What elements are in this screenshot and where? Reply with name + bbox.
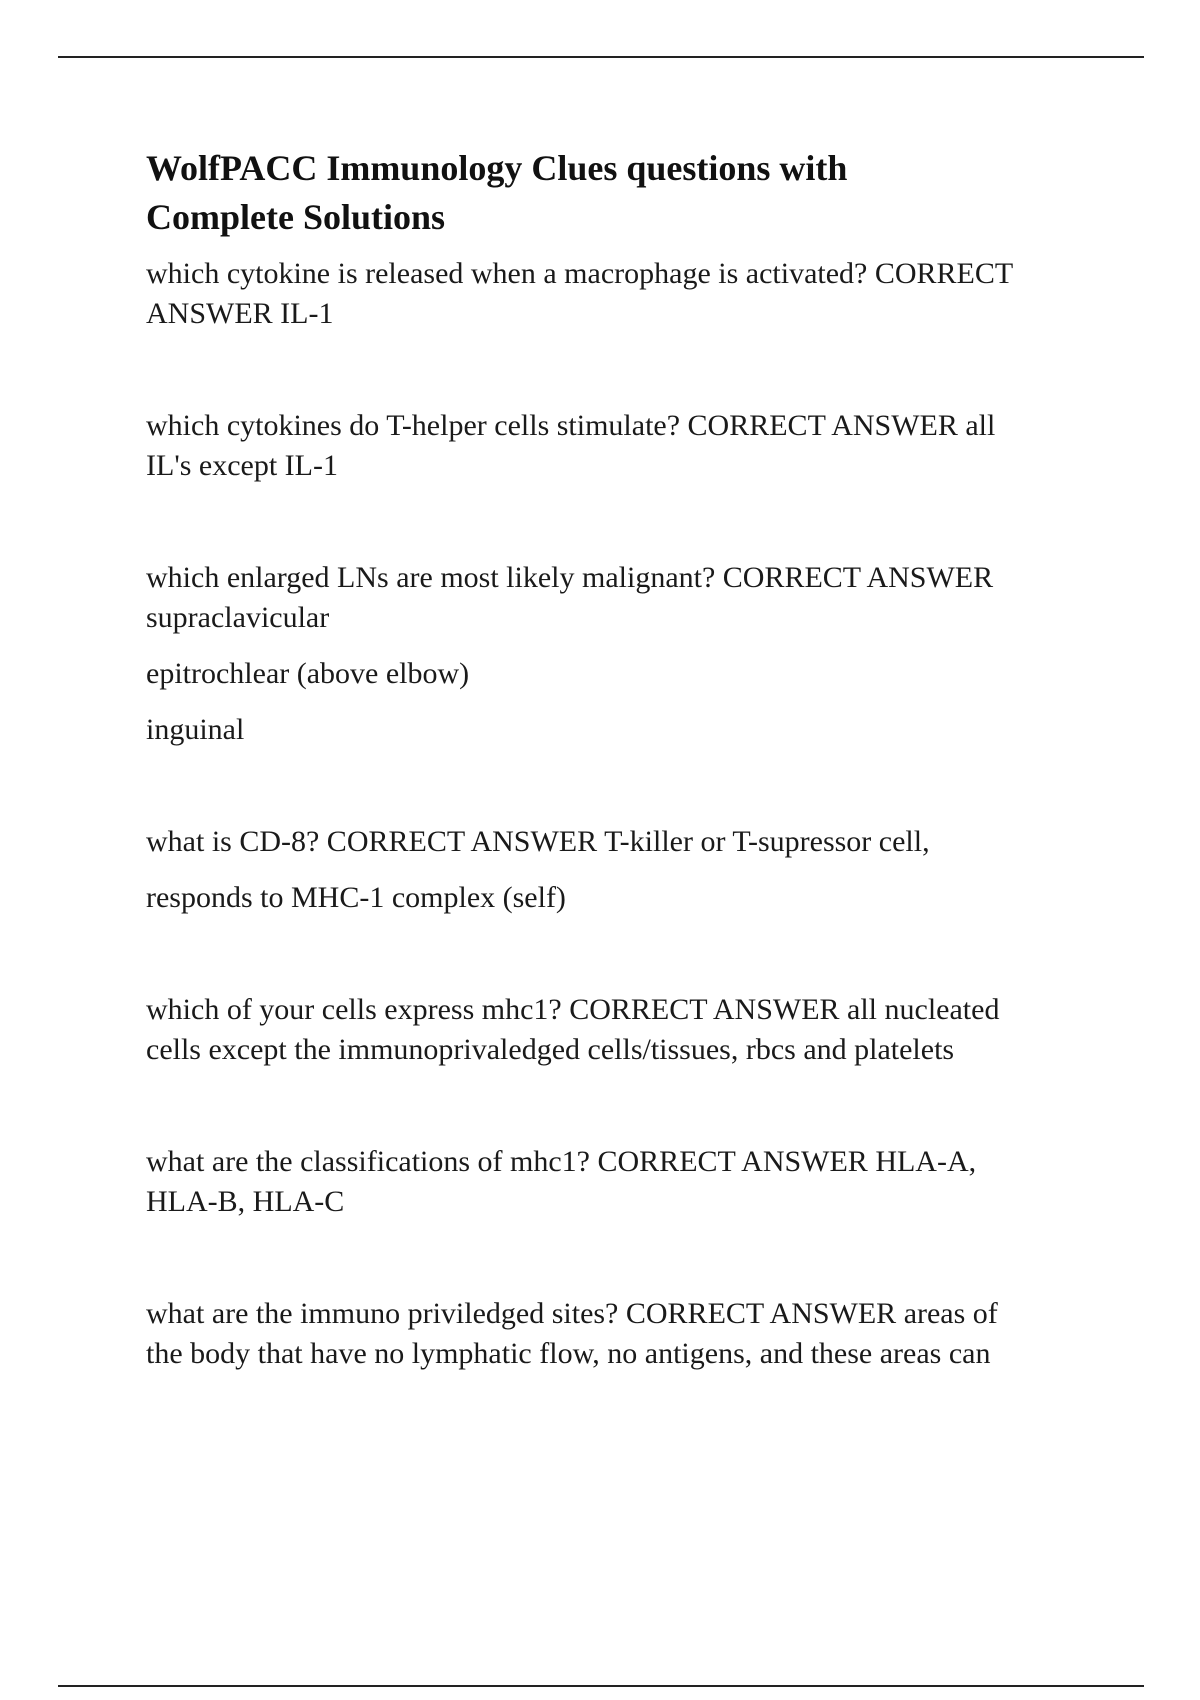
qa-line: which cytokine is released when a macrophage is activated? CORRECT: [146, 257, 1014, 290]
qa-item: [146, 822, 1106, 918]
qa-answer-continuation: responds to MHC-1 complex (self): [146, 881, 566, 914]
qa-line: what are the immuno priviledged sites? CORRECT ANSWER areas of: [146, 1297, 998, 1330]
qa-line: cells except the immunoprivaledged cells/tissues, rbcs and platelets: [146, 1033, 955, 1066]
qa-item: [146, 990, 1106, 1070]
qa-line: ANSWER IL-1: [146, 297, 334, 330]
qa-item: [146, 254, 1106, 334]
qa-answer-continuation: epitrochlear (above elbow): [146, 657, 470, 690]
qa-line: which enlarged LNs are most likely malignant? CORRECT ANSWER: [146, 561, 994, 594]
qa-line: which of your cells express mhc1? CORRECT ANSWER all nucleated: [146, 993, 1000, 1026]
qa-item: [146, 1142, 1106, 1222]
qa-line: IL's except IL-1: [146, 449, 338, 482]
qa-line: HLA-B, HLA-C: [146, 1185, 345, 1218]
document-title: [146, 144, 1106, 242]
header-rule: [58, 56, 1144, 58]
qa-line: the body that have no lymphatic flow, no antigens, and these areas can: [146, 1337, 991, 1370]
qa-line: what is CD-8? CORRECT ANSWER T-killer or T-supressor cell,: [146, 825, 930, 858]
qa-answer-continuation: inguinal: [146, 713, 245, 746]
page-content: [146, 144, 1106, 1374]
qa-item: [146, 406, 1106, 486]
qa-item: [146, 558, 1106, 750]
qa-line: what are the classifications of mhc1? CORRECT ANSWER HLA-A,: [146, 1145, 977, 1178]
document-title-line-1: WolfPACC Immunology Clues questions with: [146, 148, 848, 188]
footer-rule: [58, 1685, 1144, 1687]
document-title-line-2: Complete Solutions: [146, 197, 446, 237]
qa-line: which cytokines do T-helper cells stimulate? CORRECT ANSWER all: [146, 409, 996, 442]
qa-line: supraclavicular: [146, 601, 330, 634]
qa-item: [146, 1294, 1106, 1374]
